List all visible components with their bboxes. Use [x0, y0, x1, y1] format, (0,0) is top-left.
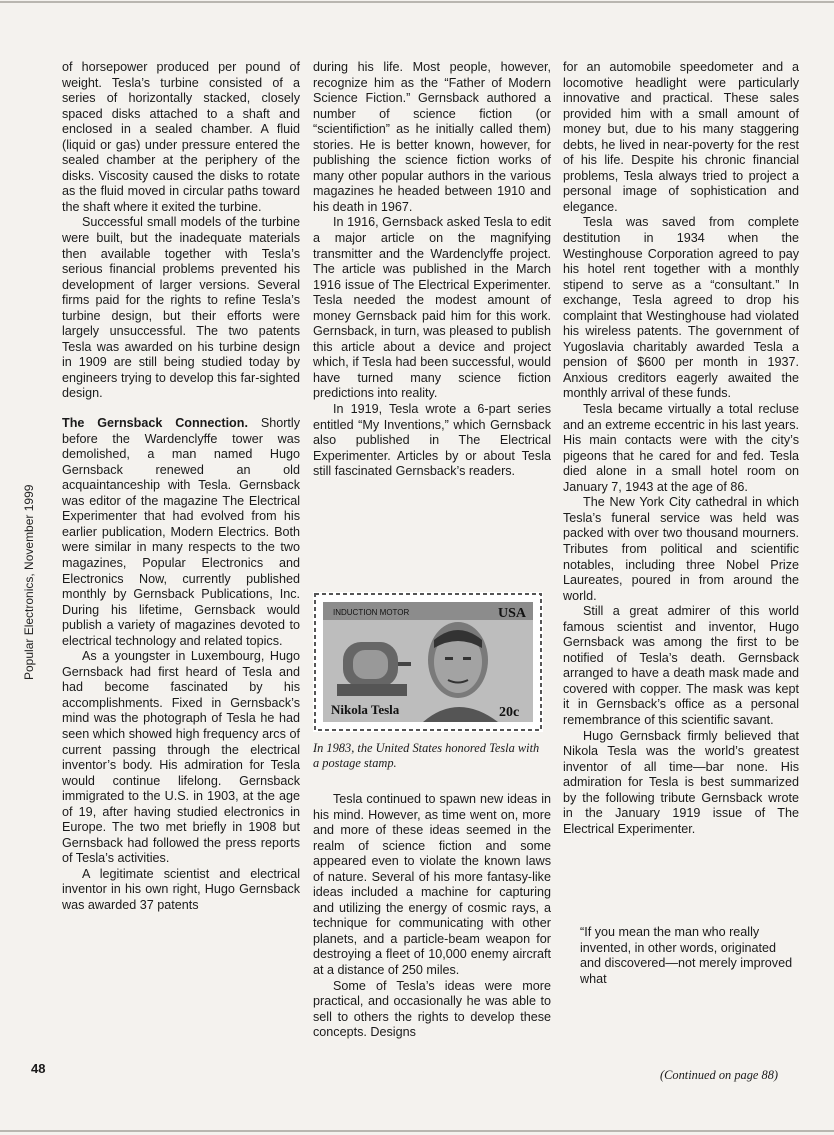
- paragraph: As a youngster in Luxembourg, Hugo Gernsback had first heard of Tesla and had become fascinated by his accomplishments. Fixed in Gernsback’s mind was the photograph of Tesla he had seen which showed high frequency arcs of current passing through the electrical inventor’s body. His admiration for Tesla would continue lifelong. Gernsback immigrated to the U.S. in 1903, at the age of 19, after having studied electronics in Europe. The two met briefly in 1908 but Gernsback had followed the press reports of Tesla’s activities.: [62, 649, 300, 866]
- stamp-country: USA: [498, 606, 527, 621]
- section-heading: The Gernsback Connection.: [62, 416, 248, 431]
- stamp-name: Nikola Tesla: [331, 702, 400, 717]
- block-quote: [580, 925, 795, 987]
- scan-edge-bottom: [0, 1130, 834, 1132]
- scan-edge-top: [0, 1, 834, 3]
- paragraph: A legitimate scientist and electrical inventor in his own right, Hugo Gernsback was awarded 37 patents: [62, 866, 300, 912]
- quote-text: “If you mean the man who really invented, in other words, originated and discovered—not merely improved what: [580, 925, 793, 986]
- paragraph: [62, 416, 300, 649]
- paragraph: Tesla continued to spawn new ideas in his mind. However, as time went on, more and more of these ideas seemed in the realm of science fiction and some appeared even to violate the known laws of nature. Several of his more fantasy-like ideas included a machine for capturing and utilizing the energy of cosmic rays, a technique for communicating with other planets, and a particle-beam weapon for destroying a fleet of 10,000 enemy aircraft at a distance of 250 miles.: [313, 792, 551, 978]
- paragraph: Some of Tesla’s ideas were more practical, and occasionally he was able to sell to others the rights to develop these concepts. Designs: [313, 978, 551, 1040]
- continued-note: (Continued on page 88): [660, 1068, 779, 1082]
- paragraph: Still a great admirer of this world famous scientist and inventor, Hugo Gernsback was among the first to be notified of Tesla’s death. Gernsback arranged to have a death mask made and covered with copper. The mask was kept it in Gernsback’s office as a personal remembrance of this scientific savant.: [563, 604, 799, 727]
- stamp-value: 20c: [499, 705, 520, 720]
- paragraph: The New York City cathedral in which Tesla’s funeral service was held was packed with over two thousand mourners. Tributes from political and scientific notables, including three Nobel Prize Laureates, poured in from around the world.: [563, 495, 799, 603]
- stamp-top-label: INDUCTION MOTOR: [333, 608, 410, 617]
- column-1: [62, 60, 300, 914]
- paragraph: of horsepower produced per pound of weight. Tesla’s turbine consisted of a series of horizontally stacked, closely spaced disks attached to a shaft and enclosed in a sealed chamber. A fluid (liquid or gas) under pressure entered the sealed chamber at the periphery of the disks. Viscosity caused the disks to rotate as the fluid moved in circular paths toward the shaft where it exited the turbine.: [62, 60, 300, 214]
- column-3: [563, 60, 799, 837]
- column-2: [313, 60, 551, 480]
- paragraph: Tesla became virtually a total recluse and an extreme eccentric in his last years. His main contacts were with the city’s pigeons that he cared for and fed. Tesla died alone in a small hotel room on January 7, 1943 at the age of 86.: [563, 402, 799, 494]
- paragraph: Tesla was saved from complete destitution in 1934 when the Westinghouse Corporation agreed to pay his hotel rent together with a monthly stipend to serve as a “consultant.” In exchange, Tesla agreed to drop his complaint that Westinghouse had violated his wireless patents. The government of Yugoslavia charitably awarded Tesla a pension of $600 per month in 1937. Anxious creditors eagerly awaited the monthly arrival of these funds.: [563, 215, 799, 401]
- column-2-lower: [313, 792, 551, 1041]
- sidebar-text: Popular Electronics, November 1999: [22, 484, 36, 680]
- stamp-illustration: [313, 592, 543, 732]
- paragraph: In 1916, Gernsback asked Tesla to edit a major article on the magnifying transmitter and the Wardenclyffe project. The article was published in the March 1916 issue of The Electrical Experimenter. Tesla needed the modest amount of money Gernsback paid him for this work. Gernsback, in turn, was pleased to publish this article about a device and project which, if Tesla had been successful, would have turned many science fiction predictions into reality.: [313, 215, 551, 401]
- paragraph: for an automobile speedometer and a locomotive headlight were particularly innovative and practical. These sales provided him with a small amount of money but, due to his many staggering debts, he lived in near-poverty for the rest of his life. Despite his chronic financial problems, Tesla always tried to project a personal image of sophistication and elegance.: [563, 60, 799, 214]
- paragraph: Hugo Gernsback firmly believed that Nikola Tesla was the world’s greatest inventor of all time—bar none. His admiration for Tesla is best summarized by the following tribute Gernsback wrote in the January 1919 issue of The Electrical Experimenter.: [563, 728, 799, 836]
- postage-stamp-image: [313, 592, 543, 732]
- paragraph: during his life. Most people, however, recognize him as the “Father of Modern Science Fiction.” Gernsback authored a number of science fiction (or “scientifiction” as he initially called them) stories. He is better known, however, for publishing the science fiction works of many other popular authors in the various magazines he headed between 1910 and his death in 1967.: [313, 60, 551, 214]
- paragraph: Successful small models of the turbine were built, but the inadequate materials then available together with Tesla’s serious financial problems prevented his development of larger versions. Several firms paid for the rights to refine Tesla’s turbine design, but their efforts were largely unsuccessful. The two patents Tesla was awarded on his turbine design in 1909 are still being studied today by engineers trying to develop this far-sighted design.: [62, 215, 300, 401]
- paragraph-text: Shortly before the Wardenclyffe tower was demolished, a man named Hugo Gernsback renewed an old acquaintanceship with Tesla. Gernsback was editor of the magazine The Electrical Experimenter that had evolved from his earlier publication, Modern Electrics. Both were similar in many respects to the two magazines, Popular Electronics and Electronics Now, currently published monthly by Gernsback Publications, Inc. During his lifetime, Gernsback would publish a variety of magazines devoted to electrical technology and related topics.: [62, 416, 301, 648]
- page-number: 48: [31, 1061, 46, 1076]
- stamp-caption: In 1983, the United States honored Tesla with a postage stamp.: [313, 741, 540, 770]
- paragraph: In 1919, Tesla wrote a 6-part series entitled “My Inventions,” which Gernsback also published in The Electrical Experimenter. Articles by or about Tesla still fascinated Gernsback’s readers.: [313, 402, 551, 479]
